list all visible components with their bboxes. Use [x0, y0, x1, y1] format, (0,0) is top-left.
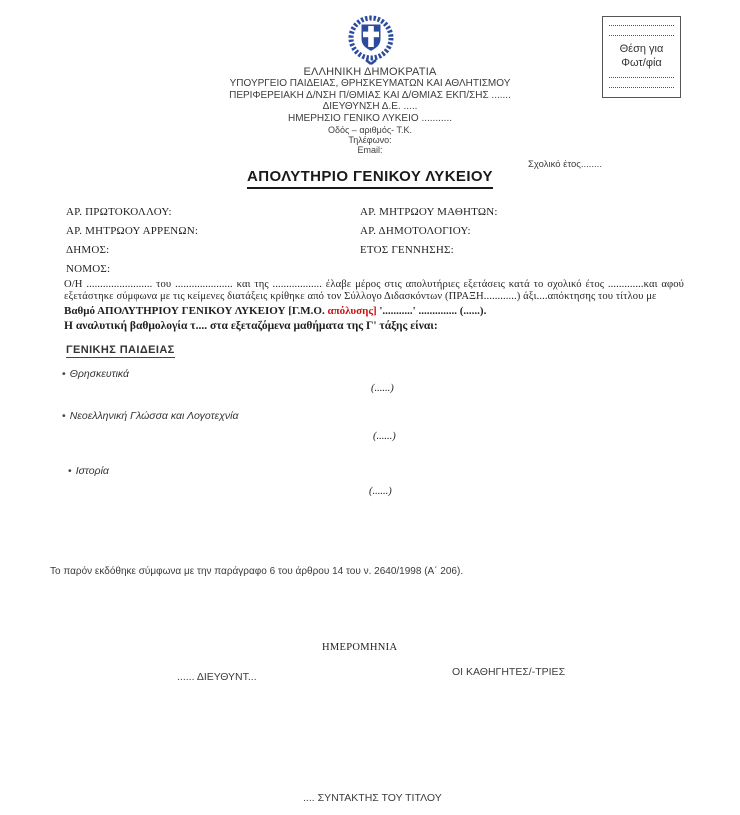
- header-email: Email:: [357, 144, 383, 155]
- director-signature-label: ...... ΔΙΕΥΘΥΝΤ...: [177, 671, 257, 683]
- subject-row: [68, 465, 109, 477]
- field-males-registry-number: ΑΡ. ΜΗΤΡΩΟΥ ΑΡΡΕΝΩΝ:: [66, 225, 199, 237]
- graduation-paragraph: Ο/Η ........................ του ..................... και της .................. έλαβε μέρος στις απολυτήριες εξετάσεις κατά το σχολικό έτος .............και αφού εξετάστηκε σύμφωνα με τις κείμενες διατάξεις κρίθηκε από τον Σύλλογο Διδασκόντων (ΠΡΑΞΗ............) άξι....απόκτησης του τίτλου με: [64, 279, 684, 303]
- header-regional-directorate: ΠΕΡΙΦΕΡΕΙΑΚΗ Δ/ΝΣΗ Π/ΘΜΙΑΣ ΚΑΙ Δ/ΘΜΙΑΣ ΕΚΠ/ΣΗΣ .......: [229, 89, 511, 101]
- dotted-line: [609, 87, 674, 88]
- dotted-line: [609, 77, 674, 78]
- school-year-field: Σχολικό έτος........: [528, 159, 602, 170]
- field-prefecture: ΝΟΜΟΣ:: [66, 263, 111, 275]
- analytic-grades-line: Η αναλυτική βαθμολογία τ.... στα εξεταζόμενα μαθήματα της Γ' τάξης είναι:: [64, 319, 438, 332]
- field-birth-year: ΕΤΟΣ ΓΕΝΝΗΣΗΣ:: [360, 244, 454, 256]
- subject-grade-slot: (......): [373, 431, 396, 442]
- subject-row: [62, 410, 238, 422]
- bullet-icon: •: [62, 410, 66, 422]
- subject-name: Ιστορία: [75, 465, 109, 477]
- field-civil-registry-number: ΑΡ. ΔΗΜΟΤΟΛΟΓΙΟΥ:: [360, 225, 471, 237]
- subject-row: [62, 368, 129, 380]
- legal-note: Το παρόν εκδόθηκε σύμφωνα με την παράγραφο 6 του άρθρου 14 του ν. 2640/1998 (Α΄ 206).: [50, 566, 464, 577]
- header-school-name: ΗΜΕΡΗΣΙΟ ΓΕΝΙΚΟ ΛΥΚΕΙΟ ...........: [287, 112, 453, 124]
- field-municipality: ΔΗΜΟΣ:: [66, 244, 110, 256]
- photo-placeholder-box: [602, 16, 681, 98]
- title-composer-label: .... ΣΥΝΤΑΚΤΗΣ ΤΟΥ ΤΙΤΛΟΥ: [303, 792, 442, 804]
- teachers-signature-label: ΟΙ ΚΑΘΗΓΗΤΕΣ/-ΤΡΙΕΣ: [452, 666, 566, 678]
- subject-name: Νεοελληνική Γλώσσα και Λογοτεχνία: [69, 410, 239, 422]
- date-label: ΗΜΕΡΟΜΗΝΙΑ: [322, 642, 398, 653]
- header-phone: Τηλέφωνο:: [348, 134, 392, 145]
- title-row: [0, 168, 740, 189]
- subject-grade-slot: (......): [369, 486, 392, 497]
- body-text-block: [64, 279, 684, 333]
- grade-line: [64, 305, 684, 318]
- header-address: Οδός – αριθμός- Τ.Κ.: [327, 124, 413, 135]
- dotted-line: [609, 25, 674, 26]
- subject-grade-slot: (......): [371, 383, 394, 394]
- field-student-registry-number: ΑΡ. ΜΗΤΡΩΟΥ ΜΑΘΗΤΩΝ:: [360, 206, 498, 218]
- grade-line-suffix: '...........' .............. (......).: [376, 304, 487, 317]
- grade-line-red-word: απόλυσης]: [327, 304, 377, 317]
- section-title-general-education: ΓΕΝΙΚΗΣ ΠΑΙΔΕΙΑΣ: [66, 344, 175, 356]
- header-directorate: ΔΙΕΥΘΥΝΣΗ Δ.Ε. .....: [322, 101, 418, 112]
- grade-line-prefix: Βαθμό ΑΠΟΛΥΤΗΡΙΟΥ ΓΕΝΙΚΟΥ ΛΥΚΕΙΟΥ [Γ.Μ.Ο.: [64, 304, 328, 317]
- photo-box-label-line2: Φωτ/φία: [621, 57, 662, 69]
- photo-box-label-line1: Θέση για: [619, 43, 664, 55]
- greek-coat-of-arms-icon: [347, 12, 395, 69]
- bullet-icon: •: [68, 465, 72, 477]
- subject-name: Θρησκευτικά: [69, 368, 130, 380]
- header-republic: ΕΛΛΗΝΙΚΗ ΔΗΜΟΚΡΑΤΙΑ: [303, 66, 437, 78]
- page-title: ΑΠΟΛΥΤΗΡΙΟ ΓΕΝΙΚΟΥ ΛΥΚΕΙΟΥ: [247, 168, 493, 189]
- field-protocol-number: ΑΡ. ΠΡΩΤΟΚΟΛΛΟΥ:: [66, 206, 172, 218]
- header-ministry: ΥΠΟΥΡΓΕΙΟ ΠΑΙΔΕΙΑΣ, ΘΡΗΣΚΕΥΜΑΤΩΝ ΚΑΙ ΑΘΛΗΤΙΣΜΟΥ: [229, 78, 511, 89]
- dotted-line: [609, 35, 674, 36]
- bullet-icon: •: [62, 368, 66, 380]
